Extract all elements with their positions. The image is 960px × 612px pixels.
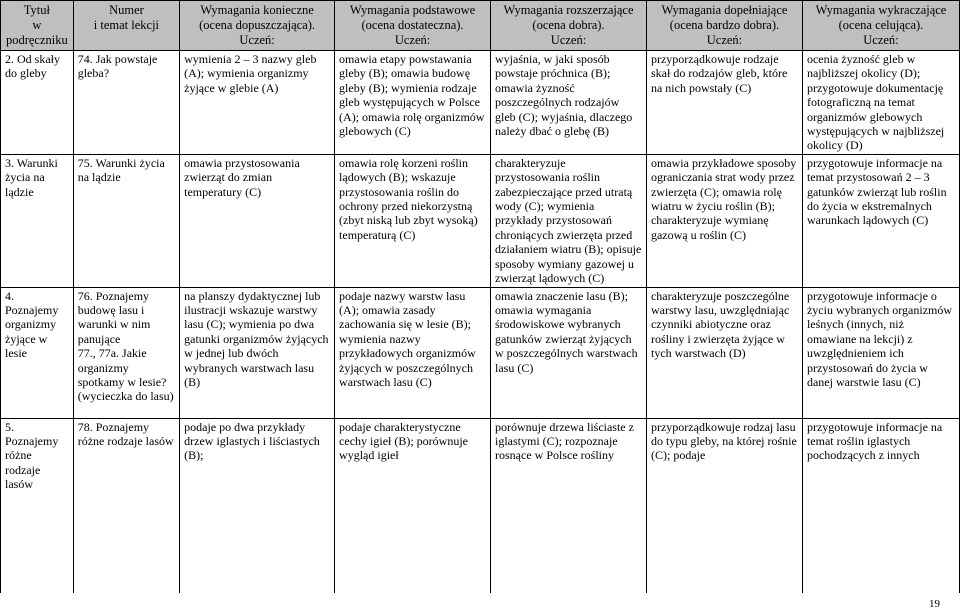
row-essential: podaje po dwa przykłady drzew iglastych i liściastych (B);: [180, 418, 335, 593]
row-title: 2. Od skały do gleby: [1, 51, 74, 155]
row-basic: omawia rolę korzeni roślin lądowych (B); wskazuje przystosowania roślin do ochrony przed niekorzystną (zbyt niską lub zbyt wysoką) temperaturą (C): [335, 154, 491, 287]
row-complementary: charakteryzuje poszczególne warstwy lasu, uwzględniając czynniki abiotyczne oraz rośliny i zwierzęta żyjące w tych warstwach (D): [646, 287, 802, 418]
header-essential-requirements: Wymagania konieczne (ocena dopuszczająca). Uczeń:: [180, 1, 335, 51]
row-title: 3. Warunki życia na lądzie: [1, 154, 74, 287]
row-complementary: przyporządkowuje rodzaje skał do rodzajów gleb, które na nich powstały (C): [646, 51, 802, 155]
row-title: 4. Poznajemy organizmy żyjące w lesie: [1, 287, 74, 418]
header-lesson-number: Numer i temat lekcji: [73, 1, 179, 51]
row-lesson: 76. Poznajemy budowę lasu i warunki w nim panujące: [77, 288, 151, 346]
row-extended: wyjaśnia, w jaki sposób powstaje próchnica (B); omawia żyzność poszczególnych rodzajów gleb (C); wyjaśnia, dlaczego należy dbać o glebę (B): [491, 51, 647, 155]
row-extended: porównuje drzewa liściaste z iglastymi (C); rozpoznaje rosnące w Polsce rośliny: [491, 418, 647, 593]
row-lesson: 78. Poznajemy różne rodzaje lasów: [73, 418, 179, 593]
row-complementary: przyporządkowuje rodzaj lasu do typu gleby, na której rośnie (C); podaje: [646, 418, 802, 593]
row-lesson: 77., 77a. Jakie organizmy spotkamy w lesie? (wycieczka do lasu): [77, 346, 174, 404]
header-beyond-requirements: Wymagania wykraczające (ocena celująca). Uczeń:: [802, 1, 959, 51]
header-extended-requirements: Wymagania rozszerzające (ocena dobra). Uczeń:: [491, 1, 647, 51]
row-beyond: przygotowuje informacje na temat przystosowań 2 – 3 gatunków zwierząt lub roślin do życia w ekstremalnych warunkach lądowych (C): [802, 154, 959, 287]
row-essential: omawia przystosowania zwierząt do zmian temperatury (C): [180, 154, 335, 287]
row-lessons: [73, 287, 179, 418]
header-basic-requirements: Wymagania podstawowe (ocena dostateczna). Uczeń:: [335, 1, 491, 51]
row-complementary: omawia przykładowe sposoby ograniczania strat wody przez zwierzęta (C); omawia rolę wiatru w życiu roślin (B); charakteryzuje wymianę gazową u roślin (C): [646, 154, 802, 287]
row-title: 5. Poznajemy różne rodzaje lasów: [1, 418, 74, 593]
row-lesson: 75. Warunki życia na lądzie: [73, 154, 179, 287]
row-beyond: ocenia żyzność gleb w najbliższej okolicy (D); przygotowuje dokumentację fotograficzną na temat organizmów glebowych występujących w najbliższej okolicy (D): [802, 51, 959, 155]
header-textbook-title: Tytuł w podręczniku: [1, 1, 74, 51]
row-basic: omawia etapy powstawania gleby (B); omawia budowę gleby (B); wymienia rodzaje gleb występujących w Polsce (A); omawia rolę organizmów glebowych (C): [335, 51, 491, 155]
row-basic: podaje nazwy warstw lasu (A); omawia zasady zachowania się w lesie (B); wymienia nazwy przykładowych organizmów żyjących w poszczególnych warstwach lasu (C): [335, 287, 491, 418]
row-beyond: przygotowuje informacje na temat roślin iglastych pochodzących z innych: [802, 418, 959, 593]
row-basic: podaje charakterystyczne cechy igieł (B); porównuje wygląd igieł: [335, 418, 491, 593]
table-row: [1, 154, 960, 287]
header-row: [1, 1, 960, 51]
row-lesson: 74. Jak powstaje gleba?: [73, 51, 179, 155]
row-essential: na planszy dydaktycznej lub ilustracji wskazuje warstwy lasu (C); wymienia po dwa gatunki organizmów żyjących w jednej lub dwóch wybranych warstwach lasu (B): [180, 287, 335, 418]
table-row: [1, 287, 960, 418]
table-row: [1, 51, 960, 155]
row-extended: charakteryzuje przystosowania roślin zabezpieczające przed utratą wody (C); wymienia przykłady przystosowań chroniących zwierzęta przed działaniem wiatru (B); opisuje sposoby wymiany gazowej u zwierząt lądowych (C): [491, 154, 647, 287]
page-number: 19: [929, 598, 940, 610]
table-row: [1, 418, 960, 593]
row-essential: wymienia 2 – 3 nazwy gleb (A); wymienia organizmy żyjące w glebie (A): [180, 51, 335, 155]
row-beyond: przygotowuje informacje o życiu wybranych organizmów leśnych (innych, niż omawiane na lekcji) z uwzględnieniem ich przystosowań do życia w danej warstwie lasu (C): [802, 287, 959, 418]
header-complementary-requirements: Wymagania dopełniające (ocena bardzo dobra). Uczeń:: [646, 1, 802, 51]
row-extended: omawia znaczenie lasu (B); omawia wymagania środowiskowe wybranych gatunków zwierząt żyjących w poszczególnych warstwach lasu (C): [491, 287, 647, 418]
